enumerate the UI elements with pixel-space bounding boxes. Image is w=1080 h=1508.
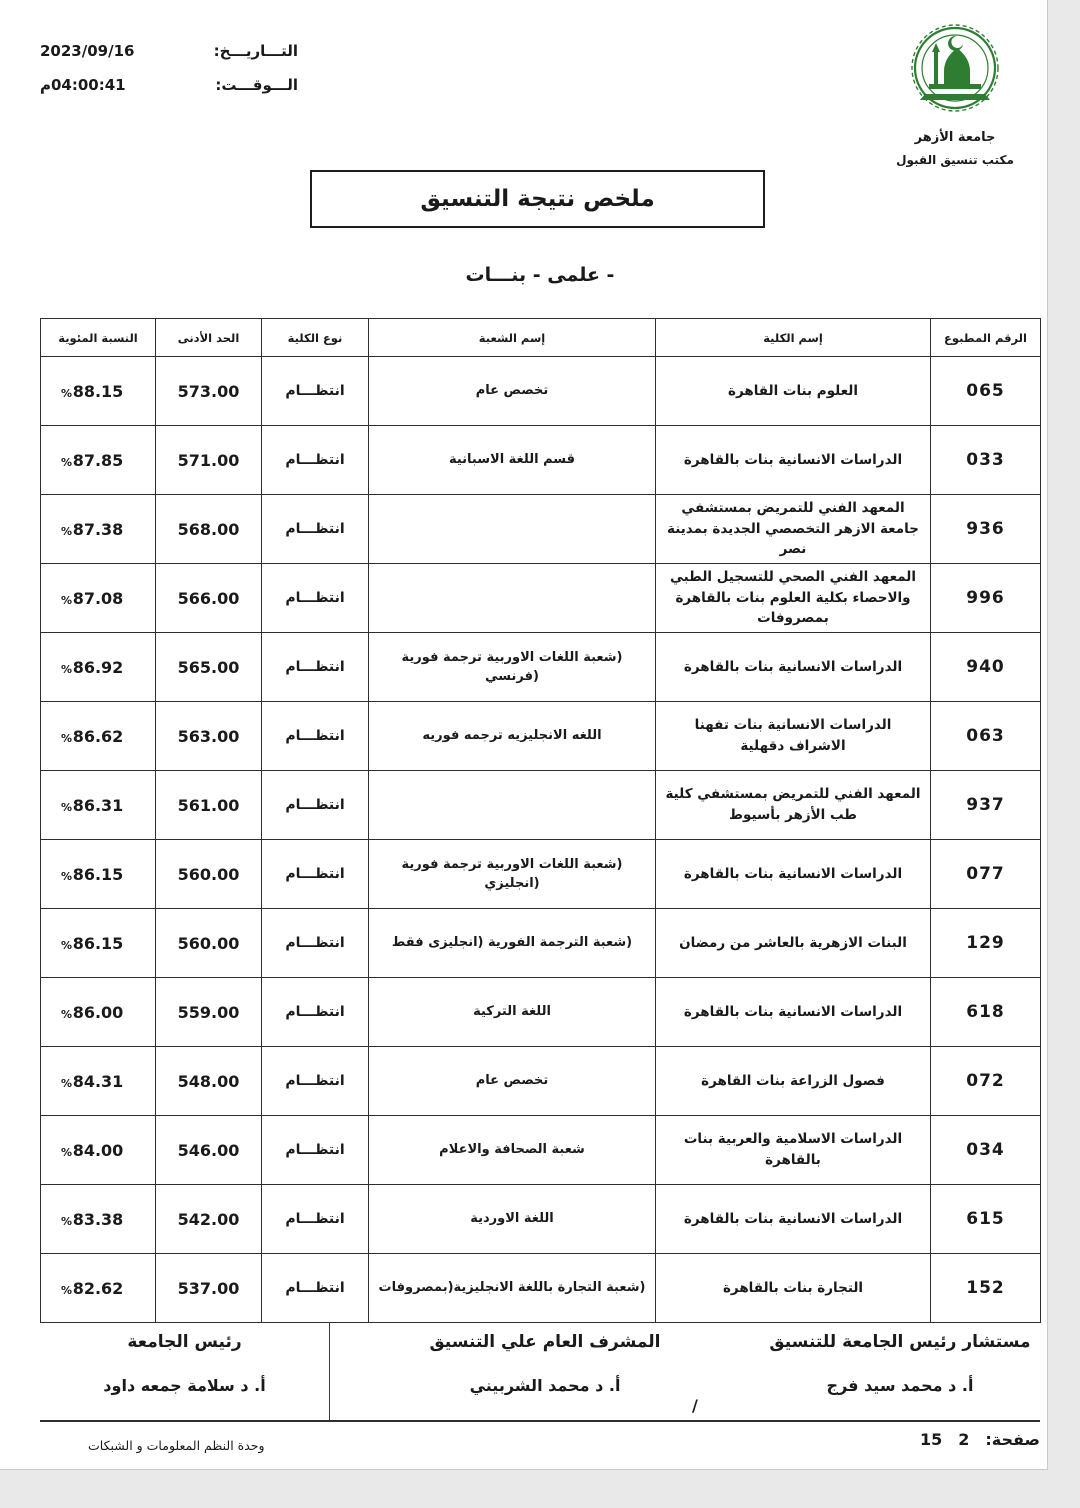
- cell-printed-number: 063: [931, 702, 1041, 771]
- cell-division-name: شعبة الصحافة والاعلام: [369, 1116, 656, 1185]
- table-row: [41, 426, 1041, 495]
- cell-printed-number: 615: [931, 1185, 1041, 1254]
- table-row: [41, 1254, 1041, 1323]
- cell-division-name: [369, 564, 656, 633]
- cell-min-score: 548.00: [156, 1047, 262, 1116]
- cell-percentage: [41, 978, 156, 1047]
- cell-college-name: الدراسات الانسانية بنات بالقاهرة: [656, 633, 931, 702]
- pct-value: 82.62: [72, 1278, 124, 1298]
- cell-college-name: الدراسات الانسانية بنات بالقاهرة: [656, 840, 931, 909]
- cell-college-type: انتظـــام: [262, 564, 369, 633]
- pct-value: 87.38: [72, 519, 124, 539]
- table-row: [41, 1116, 1041, 1185]
- results-table: [40, 318, 1041, 1323]
- cell-division-name: تخصص عام: [369, 357, 656, 426]
- cell-college-name: التجارة بنات بالقاهرة: [656, 1254, 931, 1323]
- cell-division-name: تخصص عام: [369, 1047, 656, 1116]
- percent-sign: %: [61, 387, 73, 401]
- datetime-block: [40, 34, 298, 102]
- cell-min-score: 563.00: [156, 702, 262, 771]
- cell-college-type: انتظـــام: [262, 702, 369, 771]
- cell-printed-number: 940: [931, 633, 1041, 702]
- cell-printed-number: 129: [931, 909, 1041, 978]
- time-value: 04:00:41م: [40, 76, 126, 94]
- cell-division-name: اللغة التركية: [369, 978, 656, 1047]
- cell-percentage: [41, 840, 156, 909]
- table-row: [41, 840, 1041, 909]
- pct-value: 88.15: [72, 381, 124, 401]
- date-value: 2023/09/16: [40, 42, 135, 60]
- signature-name: أ. د محمد سيد فرج: [826, 1376, 974, 1395]
- percent-sign: %: [61, 1284, 73, 1298]
- cell-percentage: [41, 1185, 156, 1254]
- cell-min-score: 546.00: [156, 1116, 262, 1185]
- cell-college-type: انتظـــام: [262, 1185, 369, 1254]
- cell-min-score: 559.00: [156, 978, 262, 1047]
- table-row: [41, 633, 1041, 702]
- percent-sign: %: [61, 1146, 73, 1160]
- signature-title: مستشار رئيس الجامعة للتنسيق: [769, 1332, 1031, 1352]
- cell-college-name: المعهد الفني الصحي للتسجيل الطبي والاحصاء بكلية العلوم بنات بالقاهرة بمصروفات: [656, 564, 931, 633]
- percent-sign: %: [61, 1077, 73, 1091]
- pct-value: 86.00: [72, 1002, 124, 1022]
- cell-printed-number: 152: [931, 1254, 1041, 1323]
- table-row: [41, 495, 1041, 564]
- cell-printed-number: 936: [931, 495, 1041, 564]
- table-body: [41, 357, 1041, 1323]
- signature-coordination-advisor: [760, 1322, 1040, 1420]
- cell-min-score: 568.00: [156, 495, 262, 564]
- cell-college-type: انتظـــام: [262, 495, 369, 564]
- cell-percentage: [41, 564, 156, 633]
- cell-college-name: الدراسات الانسانية بنات بالقاهرة: [656, 978, 931, 1047]
- cell-college-name: العلوم بنات القاهرة: [656, 357, 931, 426]
- cell-college-type: انتظـــام: [262, 633, 369, 702]
- col-header-division-name: إسم الشعبة: [369, 319, 656, 357]
- cell-percentage: [41, 1047, 156, 1116]
- signature-name: أ. د محمد الشربيني: [469, 1376, 621, 1395]
- table-row: [41, 357, 1041, 426]
- date-label: التـــاريـــخ:: [213, 42, 298, 60]
- cell-min-score: 566.00: [156, 564, 262, 633]
- cell-printed-number: 937: [931, 771, 1041, 840]
- page-info: [875, 1430, 1040, 1449]
- cell-min-score: 565.00: [156, 633, 262, 702]
- report-subtitle: - علمى - بنـــات: [465, 264, 615, 286]
- table-row: [41, 978, 1041, 1047]
- percent-sign: %: [61, 456, 73, 470]
- org-block: [880, 22, 1030, 167]
- pct-value: 86.92: [72, 657, 124, 677]
- cell-division-name: اللغة الاوردية: [369, 1185, 656, 1254]
- percent-sign: %: [61, 663, 73, 677]
- pct-value: 86.62: [72, 726, 124, 746]
- cell-printed-number: 065: [931, 357, 1041, 426]
- table-row: [41, 1185, 1041, 1254]
- table-row: [41, 1047, 1041, 1116]
- cell-percentage: [41, 633, 156, 702]
- col-header-min-score: الحد الأدنى: [156, 319, 262, 357]
- cell-min-score: 573.00: [156, 357, 262, 426]
- cell-division-name: [369, 771, 656, 840]
- cell-division-name: (شعبة الترجمة الفورية (انجليزى فقط: [369, 909, 656, 978]
- cell-printed-number: 077: [931, 840, 1041, 909]
- al-azhar-logo-icon: [907, 22, 1003, 126]
- pct-value: 87.85: [72, 450, 124, 470]
- pct-value: 83.38: [72, 1209, 124, 1229]
- cell-college-name: الدراسات الانسانية بنات بالقاهرة: [656, 1185, 931, 1254]
- cell-percentage: [41, 909, 156, 978]
- cell-college-name: البنات الازهرية بالعاشر من رمضان: [656, 909, 931, 978]
- page-number: 2: [958, 1430, 970, 1449]
- cell-percentage: [41, 1254, 156, 1323]
- cell-division-name: (شعبة التجارة باللغة الانجليزية(بمصروفات: [369, 1254, 656, 1323]
- cell-printed-number: 996: [931, 564, 1041, 633]
- cell-college-type: انتظـــام: [262, 1047, 369, 1116]
- signature-name: أ. د سلامة جمعه داود: [103, 1376, 266, 1395]
- cell-college-name: فصول الزراعة بنات القاهرة: [656, 1047, 931, 1116]
- table-header-row: [41, 319, 1041, 357]
- table-row: [41, 702, 1041, 771]
- org-name: جامعة الأزهر: [914, 130, 996, 145]
- table-head: [41, 319, 1041, 357]
- cell-min-score: 560.00: [156, 840, 262, 909]
- cell-division-name: [369, 495, 656, 564]
- signature-university-president: [40, 1322, 330, 1420]
- cell-division-name: اللغه الانجليزيه ترجمه فوريه: [369, 702, 656, 771]
- cell-percentage: [41, 357, 156, 426]
- cell-college-type: انتظـــام: [262, 840, 369, 909]
- percent-sign: %: [61, 801, 73, 815]
- page-total: 15: [919, 1430, 943, 1449]
- cell-printed-number: 033: [931, 426, 1041, 495]
- cell-college-name: الدراسات الاسلامية والعربية بنات بالقاهرة: [656, 1116, 931, 1185]
- col-header-percentage: النسبة المئوية: [41, 319, 156, 357]
- cell-college-type: انتظـــام: [262, 1116, 369, 1185]
- signature-title: المشرف العام علي التنسيق: [429, 1332, 661, 1352]
- pct-value: 84.00: [72, 1140, 124, 1160]
- cell-percentage: [41, 495, 156, 564]
- cell-min-score: 537.00: [156, 1254, 262, 1323]
- percent-sign: %: [61, 1215, 73, 1229]
- cell-college-name: المعهد الفني للتمريض بمستشفي جامعة الازهر التخصصي الجديدة بمدينة نصر: [656, 495, 931, 564]
- percent-sign: %: [61, 594, 73, 608]
- time-row: [40, 68, 298, 102]
- pct-value: 86.15: [72, 864, 124, 884]
- cell-college-type: انتظـــام: [262, 978, 369, 1047]
- cell-min-score: 560.00: [156, 909, 262, 978]
- cell-division-name: قسم اللغة الاسبانية: [369, 426, 656, 495]
- percent-sign: %: [61, 939, 73, 953]
- cell-printed-number: 034: [931, 1116, 1041, 1185]
- cell-percentage: [41, 702, 156, 771]
- percent-sign: %: [61, 1008, 73, 1022]
- systems-unit-label: وحدة النظم المعلومات و الشبكات: [88, 1438, 265, 1453]
- cell-min-score: 542.00: [156, 1185, 262, 1254]
- cell-division-name: (شعبة اللغات الاوربية ترجمة فورية (انجليزي: [369, 840, 656, 909]
- report-title-box: [310, 170, 765, 228]
- slash-mark: /: [692, 1396, 698, 1415]
- cell-percentage: [41, 1116, 156, 1185]
- page-label: صفحة:: [985, 1430, 1040, 1449]
- time-label: الـــوقـــت:: [215, 76, 298, 94]
- cell-division-name: (شعبة اللغات الاوربية ترجمة فورية (فرنسي: [369, 633, 656, 702]
- cell-min-score: 561.00: [156, 771, 262, 840]
- table-row: [41, 771, 1041, 840]
- cell-printed-number: 072: [931, 1047, 1041, 1116]
- cell-college-type: انتظـــام: [262, 909, 369, 978]
- cell-college-type: انتظـــام: [262, 1254, 369, 1323]
- cell-printed-number: 618: [931, 978, 1041, 1047]
- cell-college-name: الدراسات الانسانية بنات تفهنا الاشراف دقهلية: [656, 702, 931, 771]
- date-row: [40, 34, 298, 68]
- cell-percentage: [41, 426, 156, 495]
- cell-min-score: 571.00: [156, 426, 262, 495]
- col-header-college-name: إسم الكلية: [656, 319, 931, 357]
- cell-percentage: [41, 771, 156, 840]
- signature-title: رئيس الجامعة: [127, 1332, 242, 1352]
- pct-value: 86.31: [72, 795, 124, 815]
- pct-value: 86.15: [72, 933, 124, 953]
- percent-sign: %: [61, 732, 73, 746]
- report-title: ملخص نتيجة التنسيق: [420, 186, 655, 212]
- pct-value: 84.31: [72, 1071, 124, 1091]
- signatures-footer: [40, 1322, 1040, 1422]
- cell-college-name: الدراسات الانسانية بنات بالقاهرة: [656, 426, 931, 495]
- table-row: [41, 564, 1041, 633]
- cell-college-type: انتظـــام: [262, 357, 369, 426]
- col-header-printed-number: الرقم المطبوع: [931, 319, 1041, 357]
- col-header-college-type: نوع الكلية: [262, 319, 369, 357]
- pct-value: 87.08: [72, 588, 124, 608]
- cell-college-type: انتظـــام: [262, 771, 369, 840]
- cell-college-name: المعهد الفني للتمريض بمستشفي كلية طب الأزهر بأسيوط: [656, 771, 931, 840]
- org-office: مكتب تنسيق القبول: [896, 153, 1014, 167]
- percent-sign: %: [61, 525, 73, 539]
- percent-sign: %: [61, 870, 73, 884]
- table-row: [41, 909, 1041, 978]
- cell-college-type: انتظـــام: [262, 426, 369, 495]
